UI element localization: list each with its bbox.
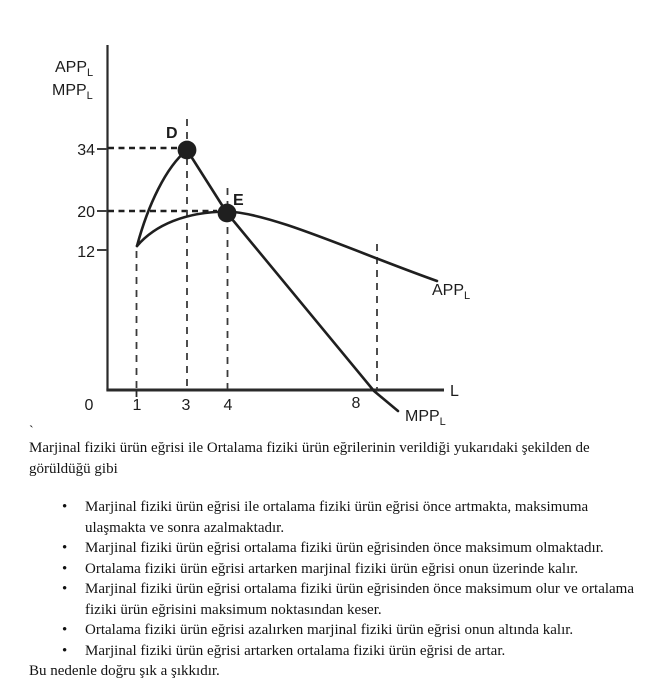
y-tick-label-20: 20 <box>77 204 95 221</box>
list-item <box>62 538 641 559</box>
mpp-curve-label: $MPP_L$ <box>405 408 446 425</box>
bullet-icon: • <box>62 540 68 556</box>
conclusion-text: Bu nedenle doğru şık a şıkkıdır. <box>29 663 220 679</box>
list-item <box>62 641 641 662</box>
bullet-text: Marjinal fiziki ürün eğrisi artarken ortalama fiziki ürün eğrisi de artar. <box>85 642 506 659</box>
bullet-text: Marjinal fiziki ürün eğrisi ortalama fiziki ürün eğrisinden önce maksimum olmaktadır. <box>85 540 604 556</box>
x-tick-label-8: 8 <box>351 395 361 412</box>
intro-paragraph: Marjinal fiziki ürün eğrisi ile Ortalama fiziki ürün eğrilerinin verildiği yukarıdaki şekilden de görüldüğü gibi <box>29 440 590 477</box>
y-tick-label-12: 12 <box>77 244 95 261</box>
bullet-icon: • <box>62 622 68 638</box>
list-item <box>62 620 641 641</box>
list-item <box>62 559 641 580</box>
x-tick-label-3: 3 <box>181 397 191 414</box>
bullet-icon: • <box>62 581 68 597</box>
app-curve-label: $APP_L$ <box>432 282 471 302</box>
list-item <box>62 497 641 538</box>
bullet-icon: • <box>62 499 68 515</box>
bullet-text: Ortalama fiziki ürün eğrisi artarken marjinal fiziki ürün eğrisi onun üzerinde kalır. <box>85 560 579 577</box>
mpp-curve <box>137 150 398 411</box>
stray-mark: ` <box>29 424 34 439</box>
x-tick-label-4: 4 <box>223 397 233 414</box>
explanation-text-block <box>29 425 643 682</box>
point-e-label: E <box>233 192 244 209</box>
point-d-marker <box>178 141 197 160</box>
point-d-label: D <box>166 125 178 142</box>
bullet-text: Marjinal fiziki ürün eğrisi ile ortalama fiziki ürün eğrisi önce artmakta, maksimuma ulaşmakta ve sonra azalmaktadır. <box>85 499 589 536</box>
bullet-list <box>29 497 641 661</box>
x-tick-label-1: 1 <box>132 397 142 414</box>
y-tick-label-34: 34 <box>77 142 95 159</box>
bullet-text: Marjinal fiziki ürün eğrisi ortalama fiziki ürün eğrisinden önce maksimum olur ve ortalama fiziki ürün eğrisini maksimum noktasından keser. <box>85 581 635 618</box>
x-tick-label-0: 0 <box>84 397 94 414</box>
list-item <box>62 579 641 620</box>
bullet-text: Ortalama fiziki ürün eğrisi azalırken marjinal fiziki ürün eğrisi onun altında kalır. <box>85 622 574 638</box>
bullet-icon: • <box>62 560 68 577</box>
y-axis-title-line2: $MPP_L$ <box>52 82 93 102</box>
x-axis-label: L <box>450 383 459 400</box>
bullet-icon: • <box>62 642 68 659</box>
y-axis-title-line1: $APP_L$ <box>55 59 94 79</box>
app-curve <box>137 212 437 282</box>
